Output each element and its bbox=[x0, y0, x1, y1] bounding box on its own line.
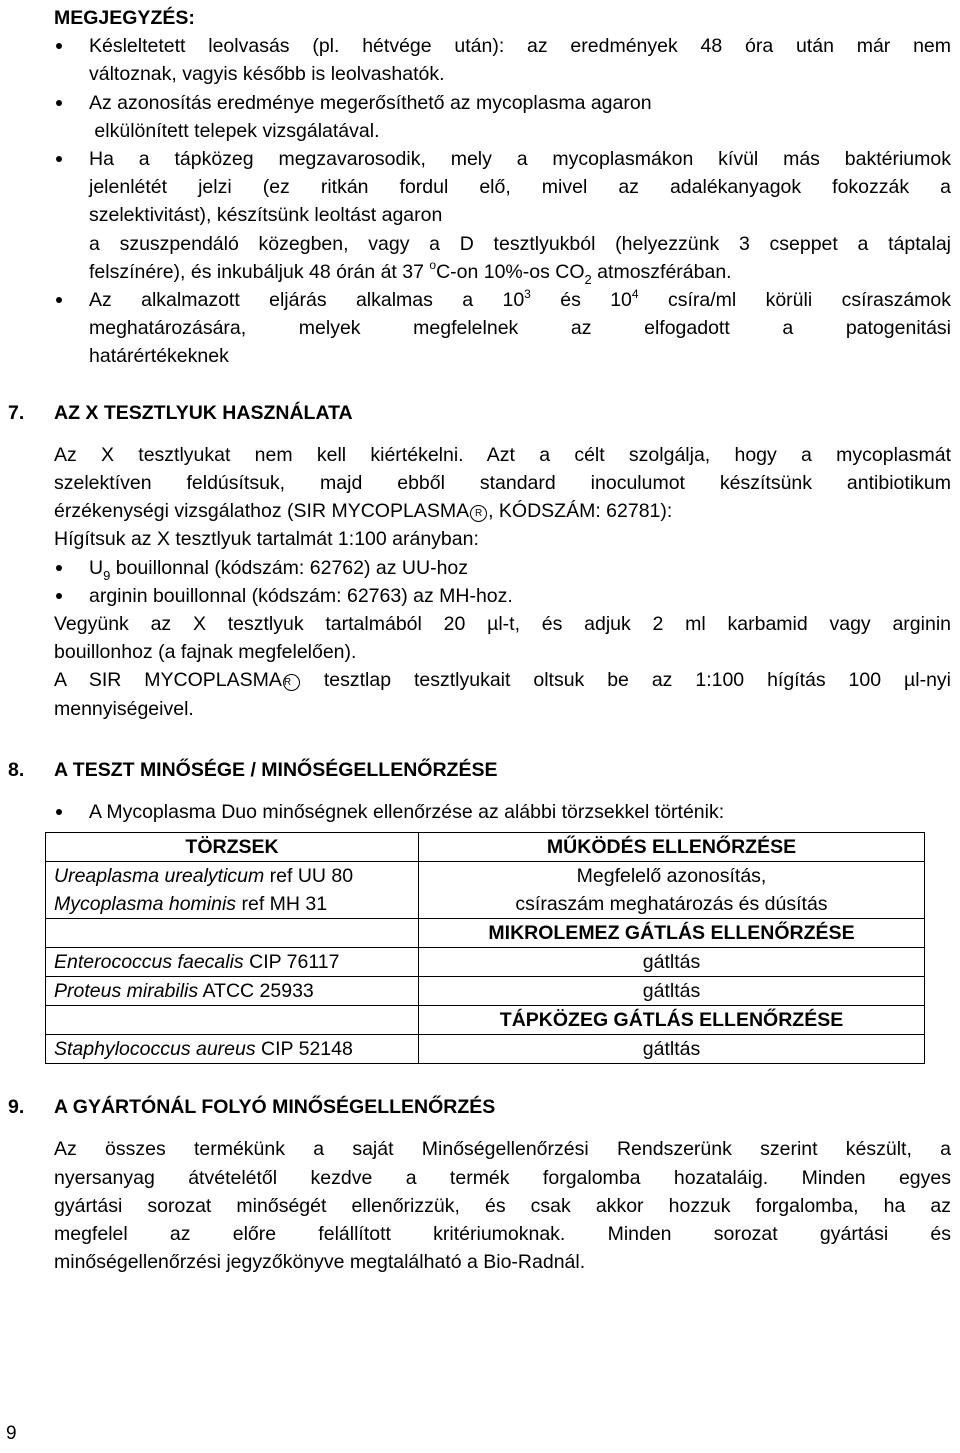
s7-line3: érzékenységi vizsgálathoz (SIR MYCOPLASMA R , KÓDSZÁM: 62781): bbox=[54, 500, 673, 523]
table-row: Enterococcus faecalis CIP 76117 gátltás bbox=[46, 948, 925, 977]
note-bullet-3-last: felszínére), és inkubáljuk 48 órán át 37 $^o$C-on 10%-os $CO_2$ atmoszférában. bbox=[89, 258, 732, 287]
qc-list bbox=[54, 798, 951, 826]
list-item: $U_9$ bouillonnal (kódszám: 62762) az UU-hoz bbox=[54, 554, 951, 582]
qc-table bbox=[45, 832, 925, 1064]
table-row: Proteus mirabilis ATCC 25933 gátltás bbox=[46, 977, 925, 1006]
section-7-heading: 7. AZ X TESZTLYUK HASZNÁLATA bbox=[8, 401, 353, 424]
bullet-icon bbox=[56, 593, 62, 599]
table-row: TÖRZSEK MŰKÖDÉS ELLENŐRZÉSE bbox=[46, 833, 925, 862]
registered-icon: R bbox=[283, 674, 300, 691]
registered-icon: R bbox=[470, 505, 487, 522]
list-item: arginin bouillonnal (kódszám: 62763) az MH-hoz. bbox=[54, 582, 951, 610]
table-row: Ureaplasma urealyticum ref UU 80 Mycoplasma hominis ref MH 31 Megfelelő azonosítás, csíraszám meghatározás és dúsítás bbox=[46, 862, 925, 919]
bullet-icon bbox=[56, 809, 62, 815]
table-row: Staphylococcus aureus CIP 52148 gátltás bbox=[46, 1035, 925, 1064]
section-9-heading: 9. A GYÁRTÓNÁL FOLYÓ MINŐSÉGELLENŐRZÉS bbox=[8, 1096, 496, 1119]
dilution-list bbox=[54, 554, 951, 610]
bullet-icon bbox=[56, 297, 62, 303]
list-item: Az alkalmazott eljárás alkalmas a $10^3$ és $10^4$ csíra/ml körüli csíraszámok meghatározására, melyek megfelelnek az elfogadott a patogenitási határértékeknek bbox=[54, 286, 951, 371]
bullet-icon bbox=[56, 100, 62, 106]
note-list bbox=[54, 32, 951, 370]
document-page: MEGJEGYZÉS: Késleltetett leolvasás (pl. hétvége után): az eredmények 48 óra után már nem változnak, vagyis később is leolvashatók. Az azonosítás eredménye megerősíthető az mycoplasma agaron elkülönített telepek vizsgálatával. Ha a tápközeg megzavarosodik, mely a mycoplasmákon kívül más baktériumok jelenlétét jelzi (ez ritkán fordul elő, mivel az adalékanyagok fokozzák a szelektivitást), készítsünk leoltást agaron a szuszpendáló közegben, vagy a D tesztlyukból (helyezzünk 3 cseppet a táptalaj felszínére), és inkubáljuk 48 órán át 37 $^o$C-on 10%-os $CO_2$ atmoszférában. Az alkalmazott eljárás alkalmas a $10^3$ és $10^4$ csíra/ml körüli csíraszámok meghatározására, melyek megfelelnek az elfogadott a patogenitási határértékeknek 7. AZ X TESZTLYUK HASZNÁLATA Az X tesztlyukat nem kell kiértékelni. Azt a célt szolgálja, hogy a mycoplasmát szelektíven feldúsítsuk, majd ebből standard inoculumot készítsünk antibiotikum érzékenységi vizsgálathoz (SIR MYCOPLASMA R , KÓDSZÁM: 62781): Hígítsuk az X tesztlyuk tartalmát 1:100 arányban: $U_9$ bouillonnal (kódszám: 62762) az UU-hoz arginin bouillonnal (kódszám: 62763) az MH-hoz. Vegyünk az X tesztlyuk tartalmából 20 µl-t, és adjuk 2 ml karbamid vagy arginin bouillonhoz (a fajnak megfelelően). A SIR MYCOPLASMA R tesztlap tesztlyukait oltsuk be az 1:100 hígítás 100 µl-nyi mennyiségeivel. 8. A TESZT MINŐSÉGE / MINŐSÉGELLENŐRZÉSE A Mycoplasma Duo minőségnek ellenőrzése az alábbi törzsekkel történik: TÖRZSEK MŰKÖDÉS ELLENŐRZÉSE Ureaplasma urealyticum ref UU 80 Mycoplasma hominis ref MH 31 Megfelelő azonosítás, csíraszám meghatározás és dúsítás MIKROLEMEZ GÁTLÁS ELLENŐRZÉSE Enterococcus faecalis CIP 76117 gátltás Proteus mirabilis ATCC 25933 gátltás TÁPKÖZEG GÁTLÁS ELLENŐRZÉSE Staphylococcus aureus CIP 52148 gátltás 9. A GYÁRTÓNÁL FOLYÓ MINŐSÉGELLENŐRZÉS Az összes termékünk a saját Minőségellenőrzési Rendszerünk szerint készült, a nyersanyag átvételétől kezdve a termék forgalomba hozataláig. Minden egyes gyártási sorozat minőségét ellenőrizzük, és csak akkor hozzuk forgalomba, ha az megfelel az előre felállított kritériumoknak. Minden sorozat gyártási és minőségellenőrzési jegyzőkönyve megtalálható a Bio-Radnál. bbox=[54, 4, 951, 1277]
table-row: TÁPKÖZEG GÁTLÁS ELLENŐRZÉSE bbox=[46, 1006, 925, 1035]
section-8-heading: 8. A TESZT MINŐSÉGE / MINŐSÉGELLENŐRZÉSE bbox=[8, 758, 498, 781]
list-item: Késleltetett leolvasás (pl. hétvége után): az eredmények 48 óra után már nem változnak, vagyis később is leolvashatók. bbox=[54, 32, 951, 88]
bullet-icon bbox=[56, 43, 62, 49]
s7-p3: A SIR MYCOPLASMA R tesztlap tesztlyukait oltsuk be az 1:100 hígítás 100 µl-nyi bbox=[54, 669, 951, 692]
bullet-icon bbox=[56, 565, 62, 571]
bullet-icon bbox=[56, 156, 62, 162]
note-title: MEGJEGYZÉS: bbox=[54, 7, 195, 29]
list-item: Ha a tápközeg megzavarosodik, mely a mycoplasmákon kívül más baktériumok jelenlétét jelzi (ez ritkán fordul elő, mivel az adalékanyagok fokozzák a szelektivitást), készítsünk leoltást agaron a szuszpendáló közegben, vagy a D tesztlyukból (helyezzünk 3 cseppet a táptalaj felszínére), és inkubáljuk 48 órán át 37 $^o$C-on 10%-os $CO_2$ atmoszférában. bbox=[54, 145, 951, 286]
list-item: Az azonosítás eredménye megerősíthető az mycoplasma agaron elkülönített telepek vizsgálatával. bbox=[54, 89, 951, 145]
page-number: 9 bbox=[6, 1423, 17, 1444]
table-row: MIKROLEMEZ GÁTLÁS ELLENŐRZÉSE bbox=[46, 919, 925, 948]
list-item: A Mycoplasma Duo minőségnek ellenőrzése az alábbi törzsekkel történik: bbox=[54, 798, 951, 826]
